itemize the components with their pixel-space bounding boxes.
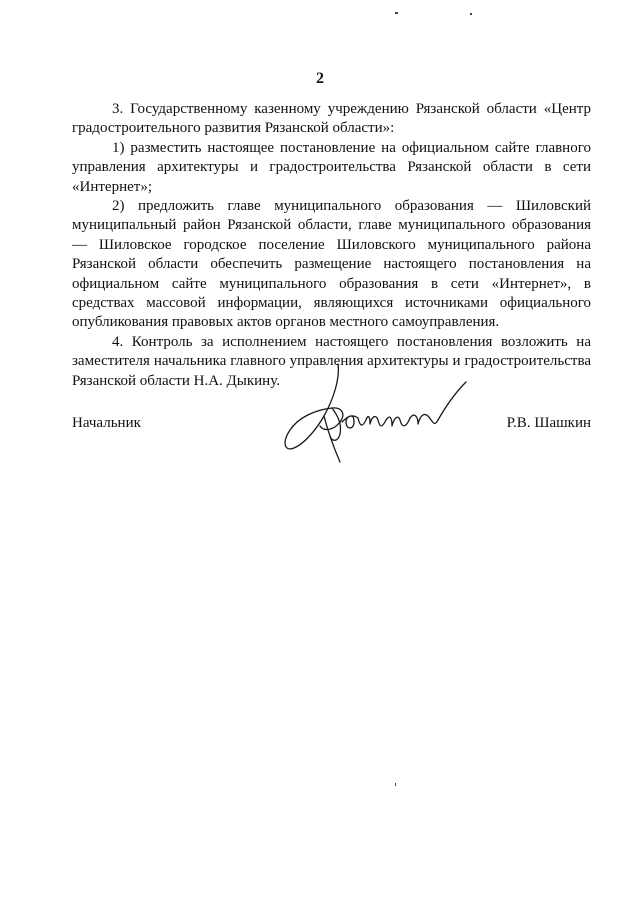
signatory-title: Начальник (72, 415, 141, 431)
paragraph-4: 4. Контроль за исполнением настоящего постановления возложить на заместителя начальника главного управления архитектуры и градостроительства Рязанской области Н.А. Дыкину. (72, 333, 591, 389)
document-body (72, 100, 591, 391)
scan-speck (470, 13, 472, 15)
handwritten-signature (280, 358, 470, 468)
scan-speck (395, 12, 398, 14)
page-number: 2 (316, 70, 324, 87)
paragraph-3-1: 1) разместить настоящее постановление на официальном сайте главного управления архитектуры и градостроительства Рязанской области в сети «Интернет»; (72, 139, 591, 195)
signatory-name: Р.В. Шашкин (506, 415, 591, 431)
paragraph-3-2: 2) предложить главе муниципального образования — Шиловский муниципальный район Рязанской области, главе муниципального образования — Шиловское городское поселение Шиловского муниципального района Рязанской области обеспечить размещение настоящего постановления на официальном сайте муниципального образования в сети «Интернет», в средствах массовой информации, являющихся источниками официального опубликования правовых актов органов местного самоуправления. (72, 198, 591, 331)
scan-speck (395, 783, 396, 786)
paragraph-3: 3. Государственному казенному учреждению Рязанской области «Центр градостроительного развития Рязанской области»: (72, 101, 591, 137)
